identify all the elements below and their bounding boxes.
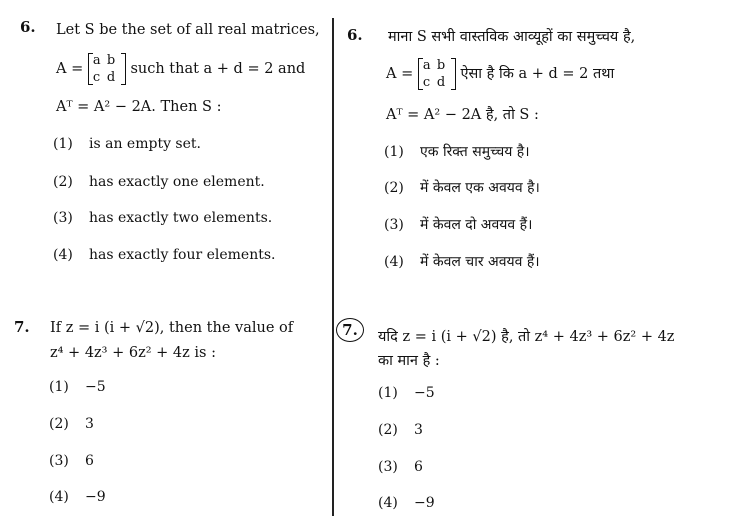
question-text-hindi: का मान है : — [378, 353, 440, 369]
condition-text: such that a + d = 2 and — [130, 61, 306, 77]
option[interactable]: (3) में केवल दो अवयव हैं। — [384, 217, 533, 233]
option[interactable]: (4) में केवल चार अवयव हैं। — [384, 254, 540, 270]
option[interactable]: (1) −5 — [49, 379, 106, 395]
question-text-hindi: माना S सभी वास्तविक आव्यूहों का समुच्चय है, — [388, 29, 636, 45]
question-text-hindi: Aᵀ = A² − 2A है, तो S : — [386, 107, 539, 123]
question-number-circled: 7. — [336, 318, 364, 342]
option[interactable]: (4) has exactly four elements. — [53, 247, 276, 263]
matrix-line-hindi: A = a b c d ऐसा है कि a + d = 2 तथा — [386, 58, 615, 90]
option[interactable]: (1) एक रिक्त समुच्चय है। — [384, 144, 530, 160]
option[interactable]: (3) 6 — [49, 453, 94, 469]
question-number: 7. — [14, 318, 30, 336]
option[interactable]: (4) −9 — [378, 495, 435, 511]
option[interactable]: (1) is an empty set. — [53, 136, 201, 152]
question-number: 6. — [20, 18, 36, 36]
question-text-hindi: यदि z = i (i + √2) है, तो z⁴ + 4z³ + 6z² + 4z — [378, 329, 675, 345]
matrix-label: A = — [56, 61, 84, 77]
column-divider — [332, 18, 334, 516]
option[interactable]: (2) 3 — [49, 416, 94, 432]
option[interactable]: (2) has exactly one element. — [53, 174, 265, 190]
option[interactable]: (2) में केवल एक अवयव है। — [384, 180, 540, 196]
question-number: 6. — [347, 26, 363, 44]
question-text: z⁴ + 4z³ + 6z² + 4z is : — [50, 345, 216, 361]
option[interactable]: (4) −9 — [49, 489, 106, 505]
question-text: If z = i (i + √2), then the value of — [50, 320, 294, 336]
matrix: a b c d — [88, 52, 126, 86]
option[interactable]: (1) −5 — [378, 385, 435, 401]
question-text: Let S be the set of all real matrices, — [56, 22, 320, 38]
question-text: Aᵀ = A² − 2A. Then S : — [56, 99, 222, 115]
option[interactable]: (3) has exactly two elements. — [53, 210, 273, 226]
option[interactable]: (3) 6 — [378, 459, 423, 475]
matrix-line — [56, 52, 305, 86]
matrix: a b c d — [418, 57, 456, 91]
option[interactable]: (2) 3 — [378, 422, 423, 438]
